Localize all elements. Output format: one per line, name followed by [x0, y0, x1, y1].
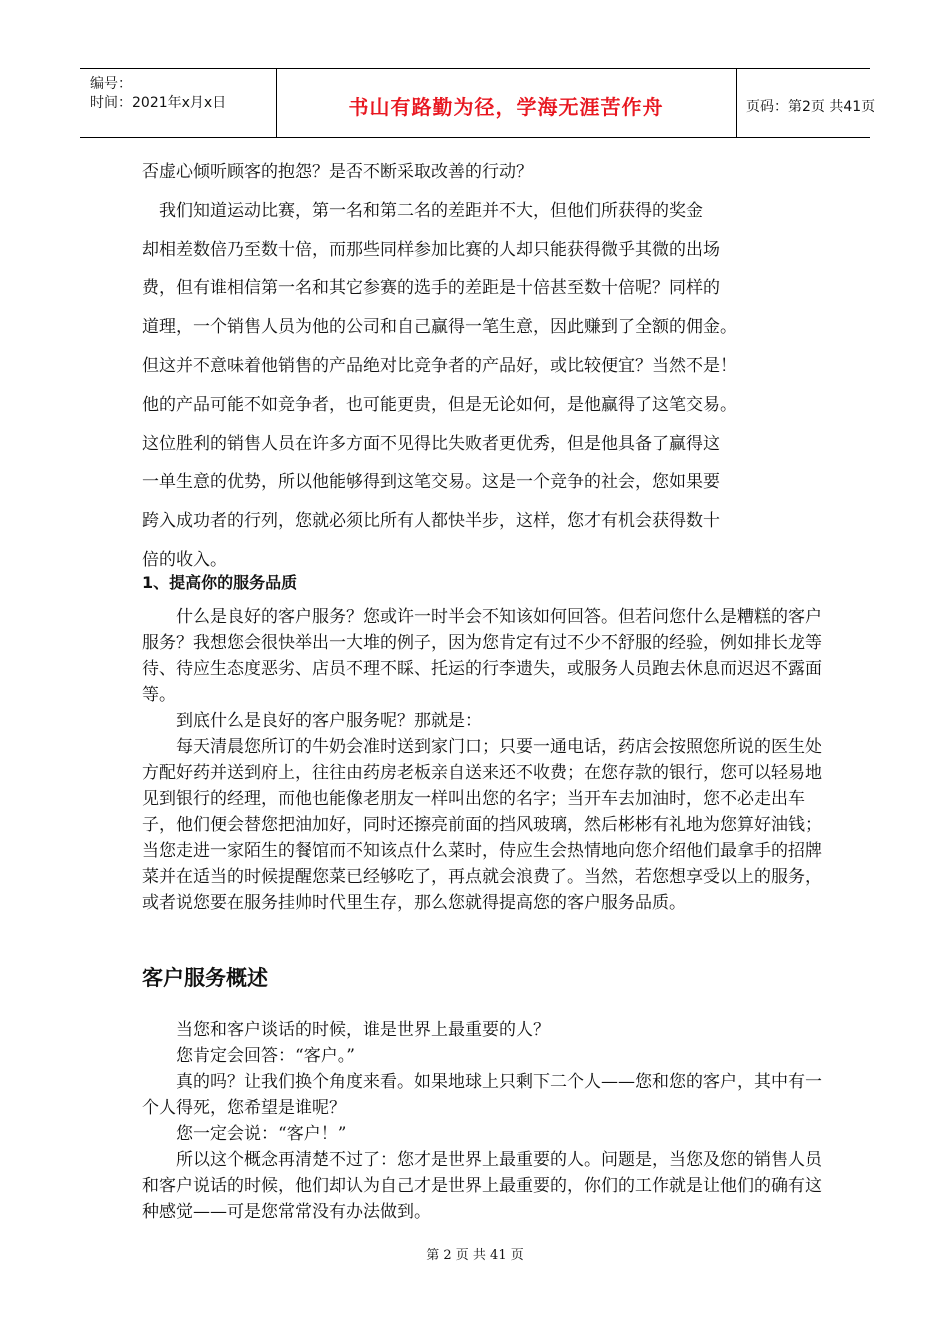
header-page-cell — [736, 69, 876, 137]
overview-paragraph-3: 真的吗？让我们换个角度来看。如果地球上只剩下二个人——您和您的客户，其中有一个人得死，您希望是谁呢？ — [142, 1072, 822, 1118]
header-page-code: 页码：第2页 共41页 — [746, 99, 876, 115]
overview-paragraph-4: 您一定会说：“客户！” — [176, 1124, 347, 1144]
service-paragraph-3: 每天清晨您所订的牛奶会准时送到家门口；只要一通电话，药店会按照您所说的医生处方配好药并送到府上，往往由药房老板亲自送来还不收费；在您存款的银行，您可以轻易地见到银行的经理，而他也能像老朋友一样叫出您的名字；当开车去加油时，您不必走出车子，他们便会替您把油加好，同时还擦亮前面的挡风玻璃，然后彬彬有礼地为您算好油钱；当您走进一家陌生的餐馆而不知该点什么菜时，侍应生会热情地向您介绍他们最拿手的招牌菜并在适当的时候提醒您菜已经够吃了，再点就会浪费了。当然，若您想享受以上的服务，或者说您要在服务挂帅时代里生存，那么您就得提高您的客户服务品质。 — [142, 737, 822, 913]
intro-line: 这位胜利的销售人员在许多方面不见得比失败者更优秀，但是他具备了赢得这 — [142, 433, 720, 454]
header-info-cell — [80, 69, 277, 137]
page-footer: 第 2 页 共 41 页 — [426, 1248, 524, 1263]
intro-line: 跨入成功者的行列，您就必须比所有人都快半步，这样，您才有机会获得数十 — [142, 511, 720, 532]
overview-paragraph-1: 当您和客户谈话的时候，谁是世界上最重要的人？ — [176, 1020, 550, 1040]
document-number-label: 编号： — [90, 76, 132, 92]
intro-line: 否虚心倾听顾客的抱怨？是否不断采取改善的行动？ — [142, 162, 533, 182]
intro-line: 道理，一个销售人员为他的公司和自己赢得一笔生意，因此赚到了全额的佣金。 — [142, 317, 737, 338]
section-title-customer-service-overview: 客户服务概述 — [142, 966, 268, 990]
document-date-label: 时间：2021年x月x日 — [90, 95, 227, 111]
overview-paragraph-5: 所以这个概念再清楚不过了：您才是世界上最重要的人。问题是，当您及您的销售人员和客户说话的时候，他们却认为自己才是世界上最重要的，你们的工作就是让他们的确有这种感觉——可是您常常没有办法做到。 — [142, 1150, 822, 1222]
header-motto-cell — [276, 69, 737, 137]
section-heading-service-quality: 1、提高你的服务品质 — [142, 573, 298, 592]
service-paragraph-2: 到底什么是良好的客户服务呢？那就是： — [176, 711, 482, 731]
service-paragraph-1: 什么是良好的客户服务？您或许一时半会不知该如何回答。但若问您什么是糟糕的客户服务？我想您会很快举出一大堆的例子，因为您肯定有过不少不舒服的经验，例如排长龙等待、待应生态度恶劣、店员不理不睬、托运的行李遗失，或服务人员跑去休息而迟迟不露面等。 — [142, 607, 822, 705]
header-motto: 书山有路勤为径，学海无涯苦作舟 — [348, 95, 664, 119]
intro-line: 一单生意的优势，所以他能够得到这笔交易。这是一个竞争的社会，您如果要 — [142, 472, 720, 493]
overview-paragraph-2: 您肯定会回答：“客户。” — [176, 1046, 355, 1066]
intro-line: 却相差数倍乃至数十倍，而那些同样参加比赛的人却只能获得微乎其微的出场 — [142, 239, 720, 260]
intro-paragraph — [142, 153, 822, 580]
page-header — [80, 68, 876, 138]
intro-line: 他的产品可能不如竞争者，也可能更贵，但是无论如何，是他赢得了这笔交易。 — [142, 394, 737, 415]
intro-line: 倍的收入。 — [142, 549, 227, 570]
intro-line: 但这并不意味着他销售的产品绝对比竞争者的产品好，或比较便宜？当然不是！ — [142, 355, 737, 376]
intro-line: 费，但有谁相信第一名和其它参赛的选手的差距是十倍甚至数十倍呢？同样的 — [142, 278, 720, 299]
intro-line: 我们知道运动比赛，第一名和第二名的差距并不大，但他们所获得的奖金 — [142, 200, 703, 221]
